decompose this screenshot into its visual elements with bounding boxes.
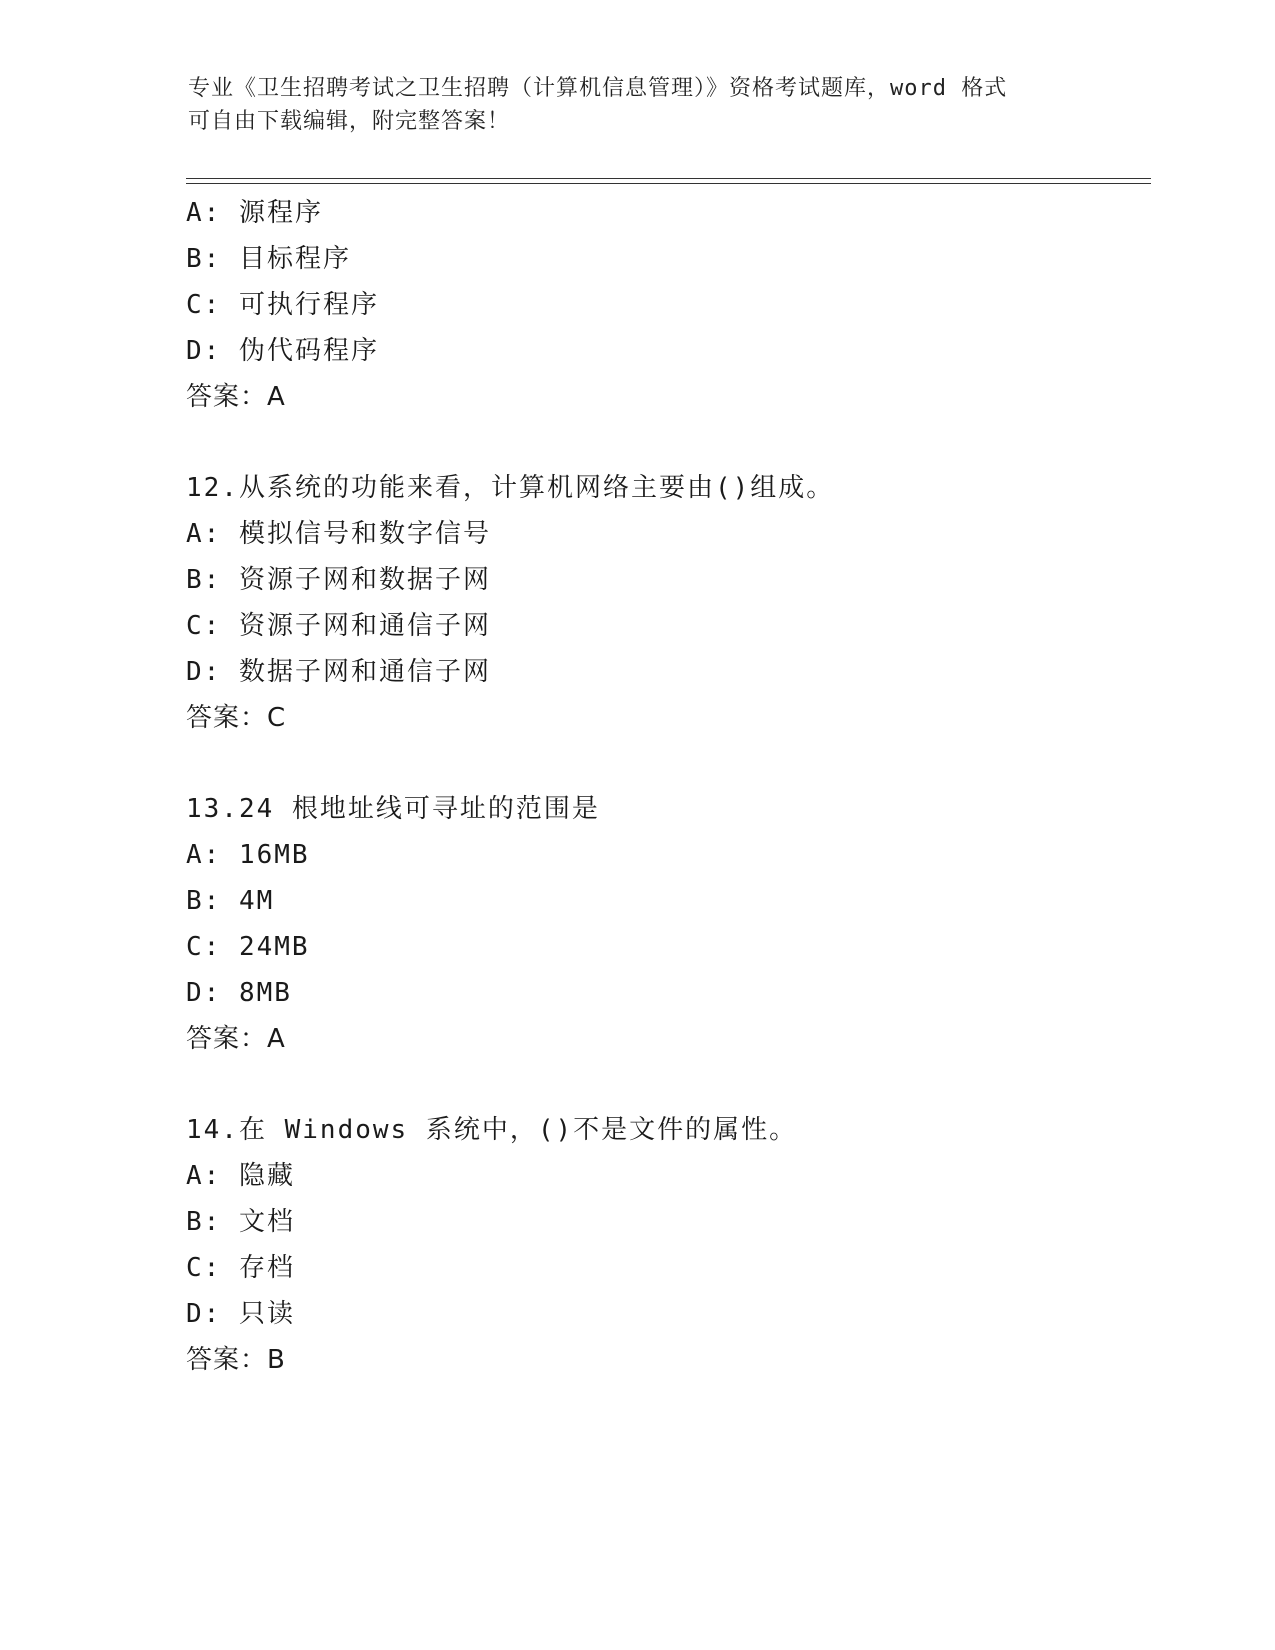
block-spacer: [186, 741, 1146, 786]
answer-line: 答案：A: [186, 1024, 286, 1054]
question-list: [186, 190, 1146, 1383]
question-block: [186, 190, 1146, 420]
option-b: B: 4M: [186, 886, 275, 916]
option-a: A: 隐藏: [186, 1161, 295, 1191]
header-line-2: 可自由下载编辑，附完整答案！: [188, 109, 511, 134]
option-d: D: 只读: [186, 1299, 295, 1329]
header-line-1: 专业《卫生招聘考试之卫生招聘（计算机信息管理）》资格考试题库，word 格式: [188, 76, 1008, 101]
option-b: B: 目标程序: [186, 244, 351, 274]
question-text: 14.在 Windows 系统中，()不是文件的属性。: [186, 1115, 798, 1145]
question-text: 12.从系统的功能来看，计算机网络主要由()组成。: [186, 473, 835, 503]
header-divider-bottom: [186, 183, 1151, 184]
block-spacer: [186, 1062, 1146, 1107]
option-c: C: 存档: [186, 1253, 295, 1283]
document-header: [188, 72, 1088, 138]
option-b: B: 资源子网和数据子网: [186, 565, 491, 595]
question-text: 13.24 根地址线可寻址的范围是: [186, 794, 600, 824]
question-block: [186, 786, 1146, 1062]
option-c: C: 24MB: [186, 932, 310, 962]
question-block: [186, 465, 1146, 741]
answer-line: 答案：A: [186, 382, 286, 412]
answer-line: 答案：B: [186, 1345, 286, 1375]
option-d: D: 伪代码程序: [186, 336, 379, 366]
option-b: B: 文档: [186, 1207, 295, 1237]
option-a: A: 模拟信号和数字信号: [186, 519, 491, 549]
option-d: D: 数据子网和通信子网: [186, 657, 491, 687]
option-c: C: 资源子网和通信子网: [186, 611, 491, 641]
option-a: A: 源程序: [186, 198, 323, 228]
answer-line: 答案：C: [186, 703, 287, 733]
header-divider-top: [186, 178, 1151, 179]
block-spacer: [186, 420, 1146, 465]
question-block: [186, 1107, 1146, 1383]
option-a: A: 16MB: [186, 840, 310, 870]
option-c: C: 可执行程序: [186, 290, 379, 320]
option-d: D: 8MB: [186, 978, 292, 1008]
